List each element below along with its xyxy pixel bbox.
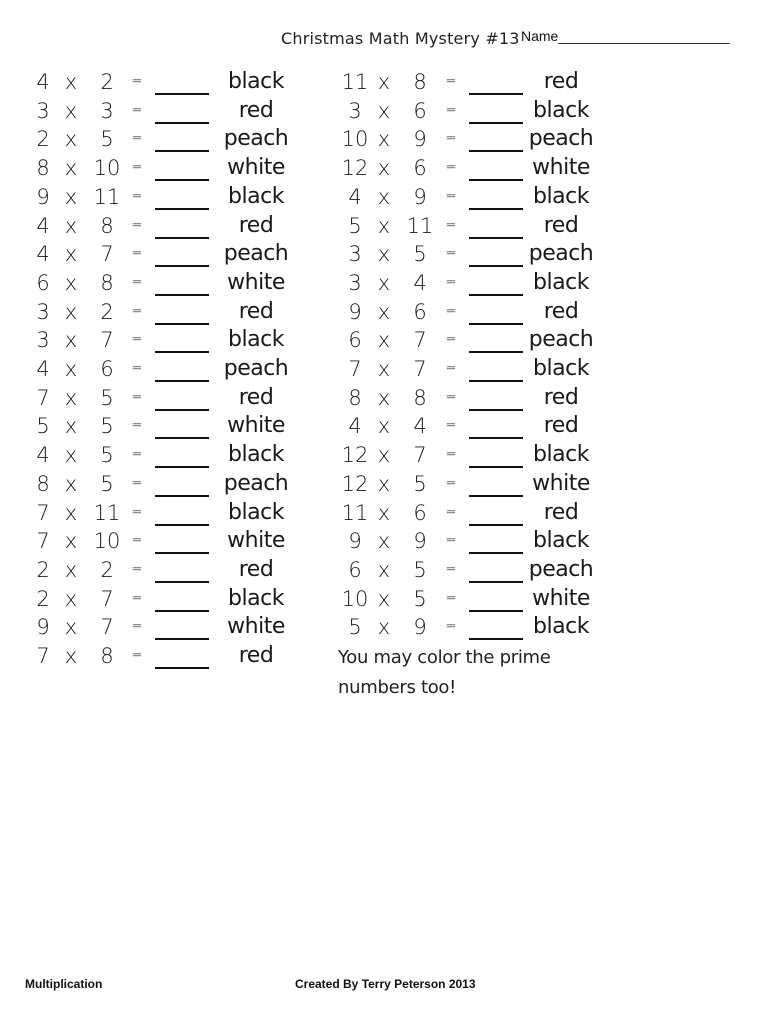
factor-b: 5 xyxy=(100,414,114,439)
footer-subject: Multiplication xyxy=(25,977,103,991)
equals-sign: = xyxy=(445,504,457,520)
factor-a: 3 xyxy=(348,242,362,267)
factor-a: 9 xyxy=(36,184,50,209)
answer-blank[interactable] xyxy=(469,437,523,439)
factor-a: 4 xyxy=(36,70,50,94)
times-sign: x xyxy=(64,357,78,381)
equals-sign: = xyxy=(445,389,457,405)
times-sign: x xyxy=(64,414,78,439)
footer-credit: Created By Terry Peterson 2013 xyxy=(295,977,476,991)
equals-sign: = xyxy=(445,102,457,118)
times-sign: x xyxy=(377,156,391,181)
times-sign: x xyxy=(377,471,391,496)
answer-blank[interactable] xyxy=(469,294,523,296)
equals-sign: = xyxy=(445,332,457,348)
color-label: red xyxy=(238,97,274,123)
factor-b: 9 xyxy=(413,615,427,640)
factor-a: 11 xyxy=(341,500,369,525)
color-label: black xyxy=(228,183,284,209)
answer-blank[interactable] xyxy=(469,122,523,124)
factor-b: 7 xyxy=(100,615,114,640)
color-label: peach xyxy=(223,356,289,381)
equals-sign: = xyxy=(131,274,143,290)
factor-b: 6 xyxy=(100,357,114,381)
factor-b: 11 xyxy=(93,500,121,525)
times-sign: x xyxy=(377,586,391,611)
factor-b: 7 xyxy=(413,357,427,381)
right-problem-row xyxy=(0,97,768,125)
times-sign: x xyxy=(64,242,78,267)
factor-b: 7 xyxy=(100,586,114,611)
color-label: black xyxy=(228,585,284,611)
equals-sign: = xyxy=(131,475,143,491)
factor-a: 4 xyxy=(36,357,50,381)
equals-sign: = xyxy=(131,361,143,376)
color-label: red xyxy=(543,298,579,324)
right-problem-row xyxy=(0,183,768,211)
equals-sign: = xyxy=(445,246,457,262)
factor-b: 2 xyxy=(100,299,114,324)
factor-b: 8 xyxy=(100,644,114,668)
color-label: black xyxy=(533,528,589,554)
answer-blank[interactable] xyxy=(469,380,523,382)
equals-sign: = xyxy=(445,418,457,434)
answer-blank[interactable] xyxy=(469,237,523,239)
right-problem-row xyxy=(0,269,768,297)
answer-blank[interactable] xyxy=(469,524,523,526)
times-sign: x xyxy=(377,299,391,324)
color-label: black xyxy=(533,442,589,468)
factor-b: 6 xyxy=(413,98,427,123)
factor-b: 8 xyxy=(100,270,114,295)
answer-blank[interactable] xyxy=(469,495,523,497)
factor-b: 6 xyxy=(413,299,427,324)
answer-blank[interactable] xyxy=(469,351,523,353)
factor-b: 5 xyxy=(100,443,114,468)
color-label: black xyxy=(533,614,589,640)
times-sign: x xyxy=(377,70,391,94)
equals-sign: = xyxy=(445,361,457,376)
times-sign: x xyxy=(64,529,78,554)
color-label: black xyxy=(533,269,589,295)
factor-a: 3 xyxy=(36,98,50,123)
factor-a: 3 xyxy=(348,98,362,123)
answer-blank[interactable] xyxy=(155,667,209,669)
equals-sign: = xyxy=(445,274,457,290)
times-sign: x xyxy=(377,270,391,295)
factor-a: 12 xyxy=(341,156,369,181)
right-problem-row xyxy=(0,240,768,268)
times-sign: x xyxy=(377,443,391,468)
factor-a: 7 xyxy=(36,385,50,410)
factor-a: 8 xyxy=(36,471,50,496)
right-problem-row xyxy=(0,326,768,354)
equals-sign: = xyxy=(131,590,143,606)
factor-a: 11 xyxy=(341,70,369,94)
factor-a: 2 xyxy=(36,127,50,152)
times-sign: x xyxy=(377,529,391,554)
equals-sign: = xyxy=(445,447,457,463)
right-problem-row xyxy=(0,68,768,96)
equals-sign: = xyxy=(131,160,143,176)
factor-a: 6 xyxy=(36,270,50,295)
page-title: Christmas Math Mystery #13 xyxy=(281,29,520,48)
equals-sign: = xyxy=(131,188,143,204)
factor-a: 6 xyxy=(348,557,362,582)
factor-a: 5 xyxy=(36,414,50,439)
right-problem-row xyxy=(0,499,768,527)
color-label: red xyxy=(543,384,579,410)
factor-b: 4 xyxy=(413,270,427,295)
factor-b: 9 xyxy=(413,184,427,209)
color-label: red xyxy=(543,413,579,439)
times-sign: x xyxy=(377,615,391,640)
factor-a: 9 xyxy=(348,529,362,554)
color-label: red xyxy=(238,384,274,410)
factor-b: 7 xyxy=(100,328,114,353)
factor-a: 12 xyxy=(341,471,369,496)
color-label: red xyxy=(543,499,579,525)
factor-a: 9 xyxy=(36,615,50,640)
color-label: white xyxy=(532,585,590,611)
answer-blank[interactable] xyxy=(469,581,523,583)
times-sign: x xyxy=(377,98,391,123)
factor-b: 8 xyxy=(413,70,427,94)
times-sign: x xyxy=(64,213,78,238)
color-label: white xyxy=(227,269,285,295)
times-sign: x xyxy=(377,242,391,267)
color-label: peach xyxy=(223,241,289,267)
equals-sign: = xyxy=(131,533,143,549)
answer-blank[interactable] xyxy=(469,93,523,95)
color-label: black xyxy=(533,356,589,381)
right-problem-row xyxy=(0,441,768,469)
right-problem-row xyxy=(0,212,768,240)
right-problem-row xyxy=(0,470,768,498)
factor-a: 4 xyxy=(36,443,50,468)
times-sign: x xyxy=(64,443,78,468)
color-label: red xyxy=(238,643,274,668)
factor-a: 7 xyxy=(36,500,50,525)
factor-b: 10 xyxy=(93,156,121,181)
factor-a: 7 xyxy=(36,644,50,668)
answer-blank[interactable] xyxy=(469,409,523,411)
equals-sign: = xyxy=(131,504,143,520)
factor-b: 9 xyxy=(413,127,427,152)
color-label: red xyxy=(238,298,274,324)
equals-sign: = xyxy=(131,246,143,262)
equals-sign: = xyxy=(131,389,143,405)
times-sign: x xyxy=(377,557,391,582)
factor-b: 5 xyxy=(100,127,114,152)
equals-sign: = xyxy=(445,217,457,233)
times-sign: x xyxy=(377,357,391,381)
factor-b: 5 xyxy=(413,586,427,611)
factor-b: 5 xyxy=(413,471,427,496)
color-label: black xyxy=(533,183,589,209)
times-sign: x xyxy=(64,328,78,353)
times-sign: x xyxy=(377,385,391,410)
color-label: peach xyxy=(528,556,594,582)
color-label: black xyxy=(228,327,284,353)
right-problem-row xyxy=(0,355,768,383)
answer-blank[interactable] xyxy=(469,610,523,612)
factor-a: 8 xyxy=(348,385,362,410)
factor-b: 10 xyxy=(93,529,121,554)
color-label: white xyxy=(532,470,590,496)
times-sign: x xyxy=(377,500,391,525)
times-sign: x xyxy=(64,98,78,123)
color-label: red xyxy=(238,212,274,238)
times-sign: x xyxy=(377,213,391,238)
color-label: black xyxy=(228,69,284,94)
factor-a: 3 xyxy=(36,328,50,353)
color-label: black xyxy=(228,499,284,525)
factor-b: 7 xyxy=(413,443,427,468)
equals-sign: = xyxy=(445,475,457,491)
factor-a: 5 xyxy=(348,615,362,640)
factor-b: 9 xyxy=(413,529,427,554)
times-sign: x xyxy=(377,414,391,439)
factor-b: 7 xyxy=(413,328,427,353)
factor-a: 3 xyxy=(348,270,362,295)
factor-b: 4 xyxy=(413,414,427,439)
times-sign: x xyxy=(64,156,78,181)
equals-sign: = xyxy=(131,102,143,118)
times-sign: x xyxy=(64,615,78,640)
factor-a: 5 xyxy=(348,213,362,238)
answer-blank[interactable] xyxy=(469,466,523,468)
equals-sign: = xyxy=(131,303,143,319)
color-label: red xyxy=(543,212,579,238)
prime-note-line-2: numbers too! xyxy=(338,677,457,698)
color-label: red xyxy=(543,69,579,94)
equals-sign: = xyxy=(131,561,143,577)
equals-sign: = xyxy=(131,619,143,635)
times-sign: x xyxy=(64,500,78,525)
color-label: peach xyxy=(223,126,289,152)
factor-a: 9 xyxy=(348,299,362,324)
factor-a: 10 xyxy=(341,586,369,611)
color-label: white xyxy=(532,155,590,181)
equals-sign: = xyxy=(445,74,457,89)
factor-b: 11 xyxy=(406,213,434,238)
factor-b: 8 xyxy=(413,385,427,410)
times-sign: x xyxy=(64,385,78,410)
color-label: red xyxy=(238,556,274,582)
factor-b: 2 xyxy=(100,70,114,94)
equals-sign: = xyxy=(131,217,143,233)
answer-blank[interactable] xyxy=(469,179,523,181)
equals-sign: = xyxy=(131,332,143,348)
factor-a: 12 xyxy=(341,443,369,468)
right-problem-row xyxy=(0,585,768,613)
right-problem-row xyxy=(0,527,768,555)
times-sign: x xyxy=(64,586,78,611)
times-sign: x xyxy=(64,127,78,152)
factor-b: 2 xyxy=(100,557,114,582)
right-problem-row xyxy=(0,298,768,326)
prime-note-line-1: You may color the prime xyxy=(338,647,551,668)
factor-a: 2 xyxy=(36,557,50,582)
answer-blank[interactable] xyxy=(469,323,523,325)
factor-a: 10 xyxy=(341,127,369,152)
factor-a: 7 xyxy=(348,357,362,381)
equals-sign: = xyxy=(445,303,457,319)
equals-sign: = xyxy=(131,447,143,463)
times-sign: x xyxy=(64,270,78,295)
answer-blank[interactable] xyxy=(469,265,523,267)
factor-a: 7 xyxy=(36,529,50,554)
equals-sign: = xyxy=(445,561,457,577)
factor-b: 5 xyxy=(100,471,114,496)
factor-a: 4 xyxy=(348,184,362,209)
answer-blank[interactable] xyxy=(469,208,523,210)
name-field[interactable]: Name______________________ xyxy=(521,28,730,44)
color-label: peach xyxy=(528,126,594,152)
factor-b: 5 xyxy=(413,557,427,582)
factor-b: 7 xyxy=(100,242,114,267)
factor-b: 5 xyxy=(413,242,427,267)
equals-sign: = xyxy=(445,131,457,147)
color-label: white xyxy=(227,614,285,640)
color-label: white xyxy=(227,413,285,439)
right-problem-row xyxy=(0,613,768,641)
factor-b: 11 xyxy=(93,184,121,209)
factor-a: 4 xyxy=(36,242,50,267)
color-label: black xyxy=(228,442,284,468)
factor-b: 8 xyxy=(100,213,114,238)
color-label: white xyxy=(227,155,285,181)
factor-a: 8 xyxy=(36,156,50,181)
equals-sign: = xyxy=(131,418,143,434)
factor-a: 4 xyxy=(348,414,362,439)
factor-a: 3 xyxy=(36,299,50,324)
right-problem-row xyxy=(0,154,768,182)
times-sign: x xyxy=(64,70,78,94)
equals-sign: = xyxy=(445,533,457,549)
times-sign: x xyxy=(64,557,78,582)
color-label: black xyxy=(533,97,589,123)
color-label: peach xyxy=(528,327,594,353)
factor-a: 6 xyxy=(348,328,362,353)
times-sign: x xyxy=(64,644,78,668)
factor-b: 6 xyxy=(413,156,427,181)
equals-sign: = xyxy=(131,648,143,663)
times-sign: x xyxy=(64,184,78,209)
color-label: white xyxy=(227,528,285,554)
equals-sign: = xyxy=(445,188,457,204)
equals-sign: = xyxy=(445,619,457,635)
times-sign: x xyxy=(64,471,78,496)
color-label: peach xyxy=(528,241,594,267)
answer-blank[interactable] xyxy=(469,150,523,152)
right-problem-row xyxy=(0,556,768,584)
factor-a: 2 xyxy=(36,586,50,611)
equals-sign: = xyxy=(445,590,457,606)
equals-sign: = xyxy=(131,74,143,89)
right-problem-row xyxy=(0,412,768,440)
equals-sign: = xyxy=(445,160,457,176)
times-sign: x xyxy=(377,127,391,152)
right-problem-row xyxy=(0,125,768,153)
color-label: peach xyxy=(223,470,289,496)
factor-b: 3 xyxy=(100,98,114,123)
times-sign: x xyxy=(377,328,391,353)
answer-blank[interactable] xyxy=(469,638,523,640)
equals-sign: = xyxy=(131,131,143,147)
times-sign: x xyxy=(377,184,391,209)
factor-a: 4 xyxy=(36,213,50,238)
factor-b: 6 xyxy=(413,500,427,525)
answer-blank[interactable] xyxy=(469,552,523,554)
times-sign: x xyxy=(64,299,78,324)
factor-b: 5 xyxy=(100,385,114,410)
right-problem-row xyxy=(0,384,768,412)
